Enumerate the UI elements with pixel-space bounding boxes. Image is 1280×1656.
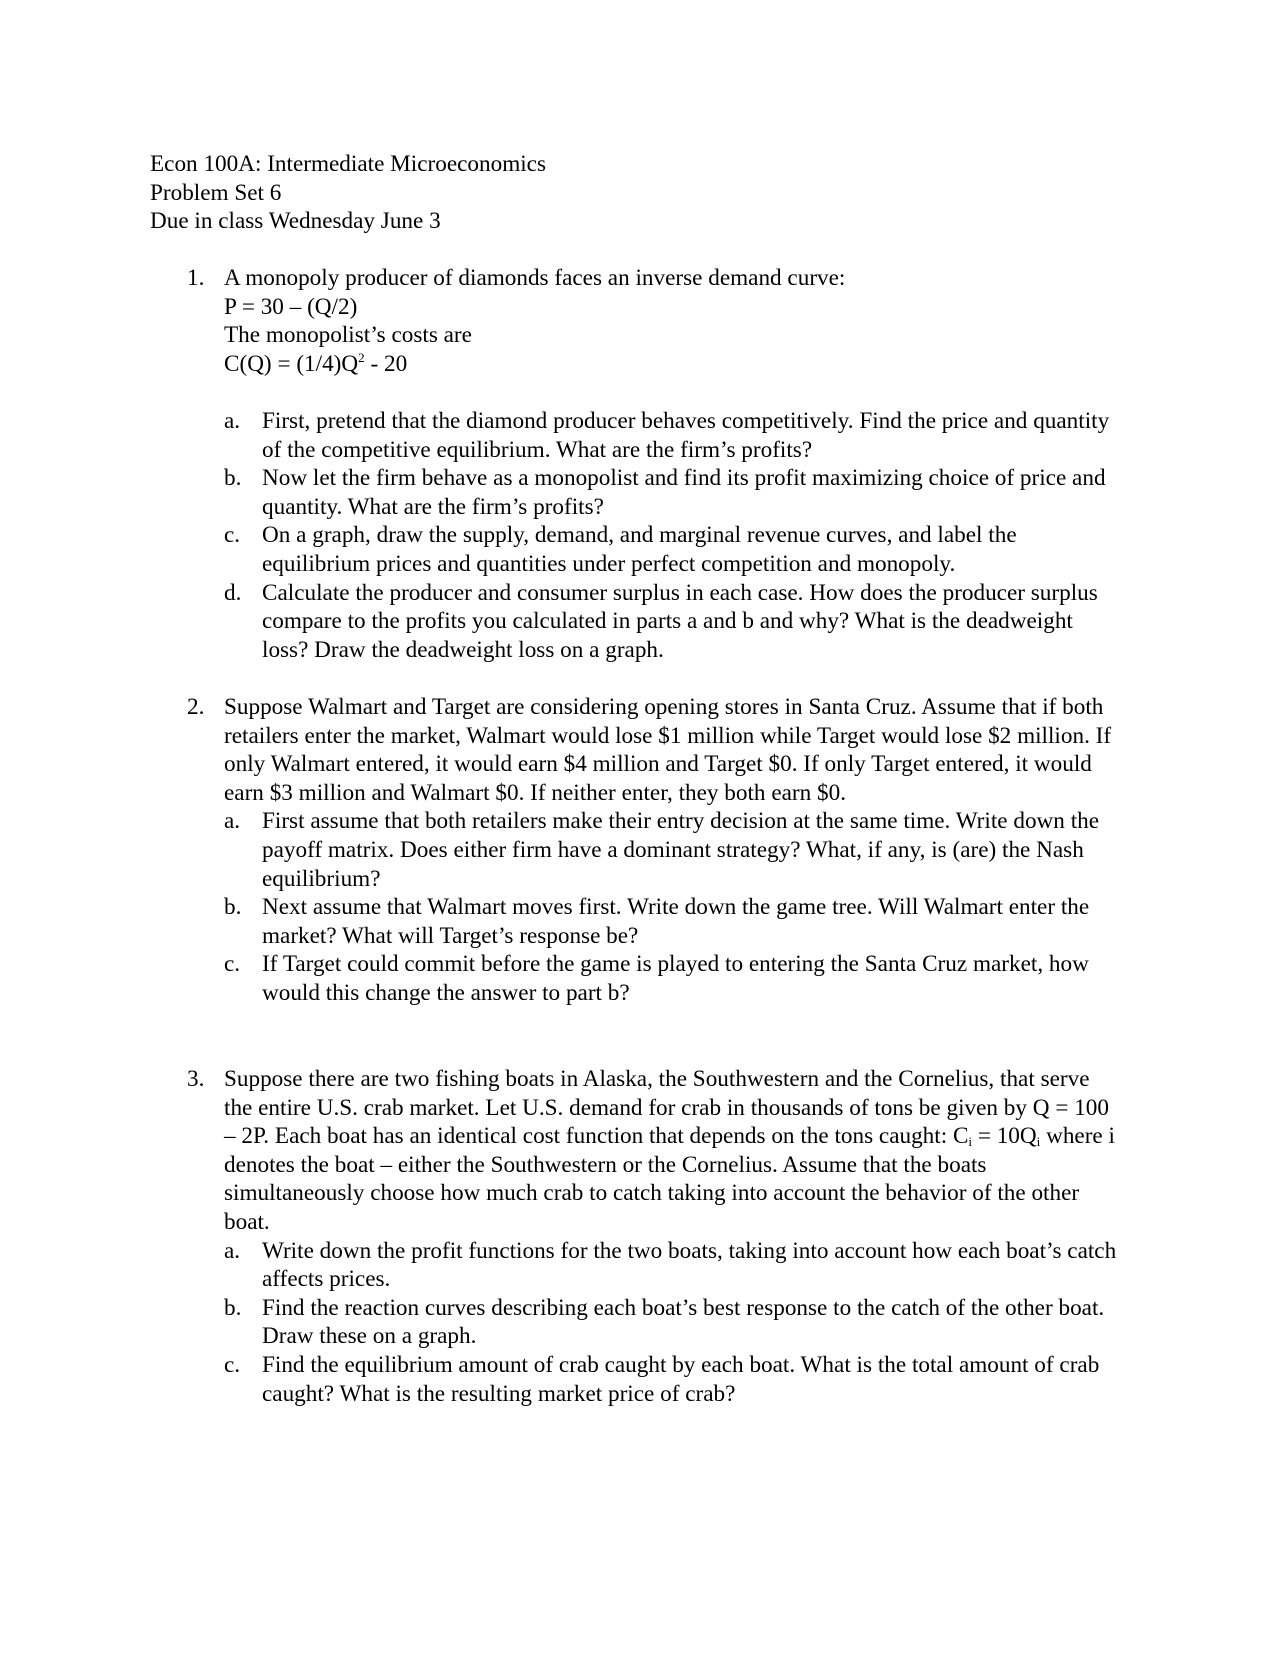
part-text: Next assume that Walmart moves first. Write down the game tree. Will Walmart enter the market? What will Target’s response be? [262,894,1090,949]
question-2-intro: Suppose Walmart and Target are considering opening stores in Santa Cruz. Assume that if both retailers enter the market, Walmart would lose $1 million while Target would lose $2 million. If only Walmart entered, it would earn $4 million and Target $0. If only Target entered, it would earn $3 million and Walmart $0. If neither enter, they both earn $0. [224,694,1112,806]
demand-equation: P = 30 – (Q/2) [224,293,358,320]
part-text: First assume that both retailers make their entry decision at the same time. Write down the payoff matrix. Does either firm have a dominant strategy? What, if any, is (are) the Nash equilibrium? [262,808,1100,892]
question-3-part-a: a. Write down the profit functions for the two boats, taking into account how each boat’s catch affects prices. [224,1237,1117,1293]
question-1-part-b: b. Now let the firm behave as a monopolist and find its profit maximizing choice of price and quantity. What are the firm’s profits? [224,464,1117,521]
question-1 [187,264,1117,664]
question-1-part-d: d. Calculate the producer and consumer surplus in each case. How does the producer surplus compare to the profits you calculated in parts a and b and why? What is the deadweight loss? Draw the deadweight loss on a graph. [224,579,1117,665]
question-2-part-a: a. First assume that both retailers make their entry decision at the same time. Write down the payoff matrix. Does either firm have a dominant strategy? What, if any, is (are) the Nash equilibrium? [224,807,1117,893]
question-1-part-c: c. On a graph, draw the supply, demand, and marginal revenue curves, and label the equilibrium prices and quantities under perfect competition and monopoly. [224,521,1117,578]
costs-intro: The monopolist’s costs are [224,322,472,349]
part-text: If Target could commit before the game is played to entering the Santa Cruz market, how would this change the answer to part b? [262,951,1089,1006]
question-number: 3. [187,1066,205,1092]
part-text: Calculate the producer and consumer surplus in each case. How does the producer surplus compare to the profits you calculated in parts a and b and why? What is the deadweight loss? Draw the deadweight loss on a graph. [262,579,1098,663]
part-text: On a graph, draw the supply, demand, and marginal revenue curves, and label the equilibrium prices and quantities under perfect competition and monopoly. [262,522,1017,577]
question-2-part-b: b. Next assume that Walmart moves first. Write down the game tree. Will Walmart enter the market? What will Target’s response be? [224,893,1117,950]
question-number: 2. [187,694,205,720]
problem-set-title: Problem Set 6 [150,179,282,206]
due-date: Due in class Wednesday June 3 [150,208,441,235]
question-3-part-b: b. Find the reaction curves describing each boat’s best response to the catch of the other boat. Draw these on a graph. [224,1294,1117,1351]
question-3-part-c: c. Find the equilibrium amount of crab caught by each boat. What is the total amount of crab caught? What is the resulting market price of crab? [224,1351,1117,1408]
question-1-part-a: a. First, pretend that the diamond producer behaves competitively. Find the price and quantity of the competitive equilibrium. What are the firm’s profits? [224,407,1117,464]
part-text: Find the reaction curves describing each boat’s best response to the catch of the other boat. Draw these on a graph. [262,1294,1105,1350]
question-3 [187,1065,1117,1408]
question-number: 1. [187,265,205,291]
cost-equation: $C(Q) = (1/4)Q^2 - 20$ [224,349,408,377]
part-text: Now let the firm behave as a monopolist and find its profit maximizing choice of price and quantity. What are the firm’s profits? [262,465,1106,520]
part-text: Find the equilibrium amount of crab caught by each boat. What is the total amount of crab caught? What is the resulting market price of crab? [262,1351,1100,1407]
part-text: First, pretend that the diamond producer behaves competitively. Find the price and quantity of the competitive equilibrium. What are the firm’s profits? [262,407,1110,463]
question-2-part-c: c. If Target could commit before the game is played to entering the Santa Cruz market, how would this change the answer to part b? [224,950,1117,1007]
question-2 [187,693,1117,1008]
question-1-intro: A monopoly producer of diamonds faces an inverse demand curve: [224,265,846,291]
course-title: Econ 100A: Intermediate Microeconomics [150,151,546,177]
part-text: Write down the profit functions for the two boats, taking into account how each boat’s catch affects prices. [262,1237,1117,1293]
question-3-intro: Suppose there are two fishing boats in Alaska, the Southwestern and the Cornelius, that serve the entire U.S. crab market. Let U.S. demand for crab in thousands of tons be given by Q = 100 – 2P. Each boat has an identical cost function that depends on the tons caught: $C_i = 10Q_i$ where i denotes the boat – either the Southwestern or the Cornelius. Assume that the boats simultaneously choose how much crab to catch taking into account the behavior of the other boat. [224,1066,1115,1235]
document-header [150,150,546,236]
